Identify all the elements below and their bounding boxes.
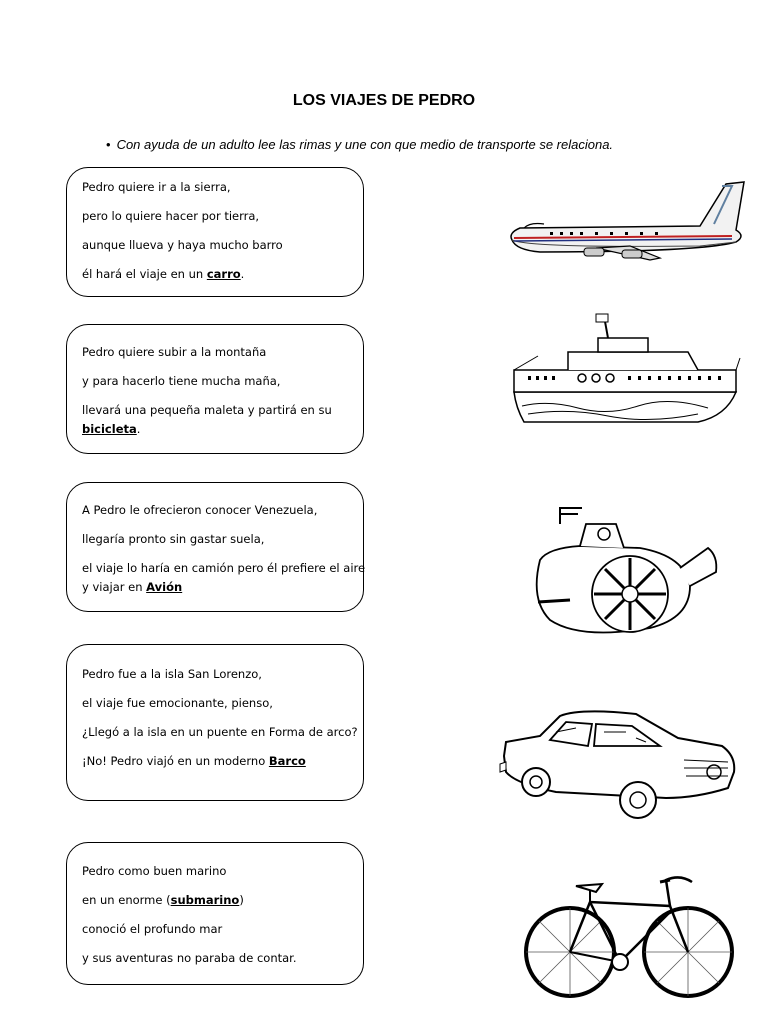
rhyme-line: y para hacerlo tiene mucha maña, [82,374,281,388]
rhyme-line: Pedro quiere subir a la montaña [82,345,267,359]
rhyme-line: ¿Llegó a la isla en un puente en Forma de arco? [82,725,358,739]
rhyme-line: Pedro quiere ir a la sierra, [82,180,231,194]
rhyme-line: conoció el profundo mar [82,922,223,936]
keyword-submarino: submarino [170,893,240,907]
car-icon [496,702,744,826]
instruction [106,137,613,152]
keyword-bicicleta: bicicleta [82,422,137,436]
submarine-icon [520,490,730,650]
rhyme-text: . [240,267,245,281]
keyword-carro: carro [206,267,241,281]
rhyme-line [82,893,349,907]
rhyme-line: Pedro como buen marino [82,864,227,878]
rhyme-line: y sus aventuras no paraba de contar. [82,951,297,965]
rhyme-box-5 [66,842,364,985]
rhyme-line: el viaje lo haría en camión pero él prefiere el aire [82,561,366,575]
rhyme-line-last [82,267,349,281]
rhyme-line: Pedro fue a la isla San Lorenzo, [82,667,262,681]
rhyme-box-3 [66,482,364,612]
bullet-icon: • [106,137,111,152]
rhyme-text: ¡No! Pedro viajó en un moderno [82,754,269,768]
rhyme-line: llegaría pronto sin gastar suela, [82,532,265,546]
rhyme-text: y viajar en [82,580,147,594]
rhyme-box-4 [66,644,364,801]
rhyme-text: en un enorme ( [82,893,171,907]
rhyme-line: A Pedro le ofrecieron conocer Venezuela, [82,503,318,517]
rhyme-text: ) [239,893,244,907]
rhyme-box-1 [66,167,364,297]
rhyme-text: él hará el viaje en un [82,267,207,281]
instruction-text: Con ayuda de un adulto lee las rimas y une con que medio de transporte se relaciona. [116,137,614,152]
bicycle-icon [520,872,734,1002]
rhyme-line-last [82,580,349,594]
ship-icon [508,308,746,430]
rhyme-line: aunque llueva y haya mucho barro [82,238,283,252]
rhyme-line: llevará una pequeña maleta y partirá en su [82,403,332,417]
rhyme-box-2 [66,324,364,454]
rhyme-line: el viaje fue emocionante, pienso, [82,696,273,710]
keyword-avion: Avión [146,580,183,594]
rhyme-line-last [82,422,349,436]
rhyme-line: pero lo quiere hacer por tierra, [82,209,260,223]
rhyme-line-last [82,754,349,768]
rhyme-text: . [136,422,141,436]
airplane-icon [500,178,750,268]
keyword-barco: Barco [268,754,306,768]
page-title: LOS VIAJES DE PEDRO [292,92,476,109]
